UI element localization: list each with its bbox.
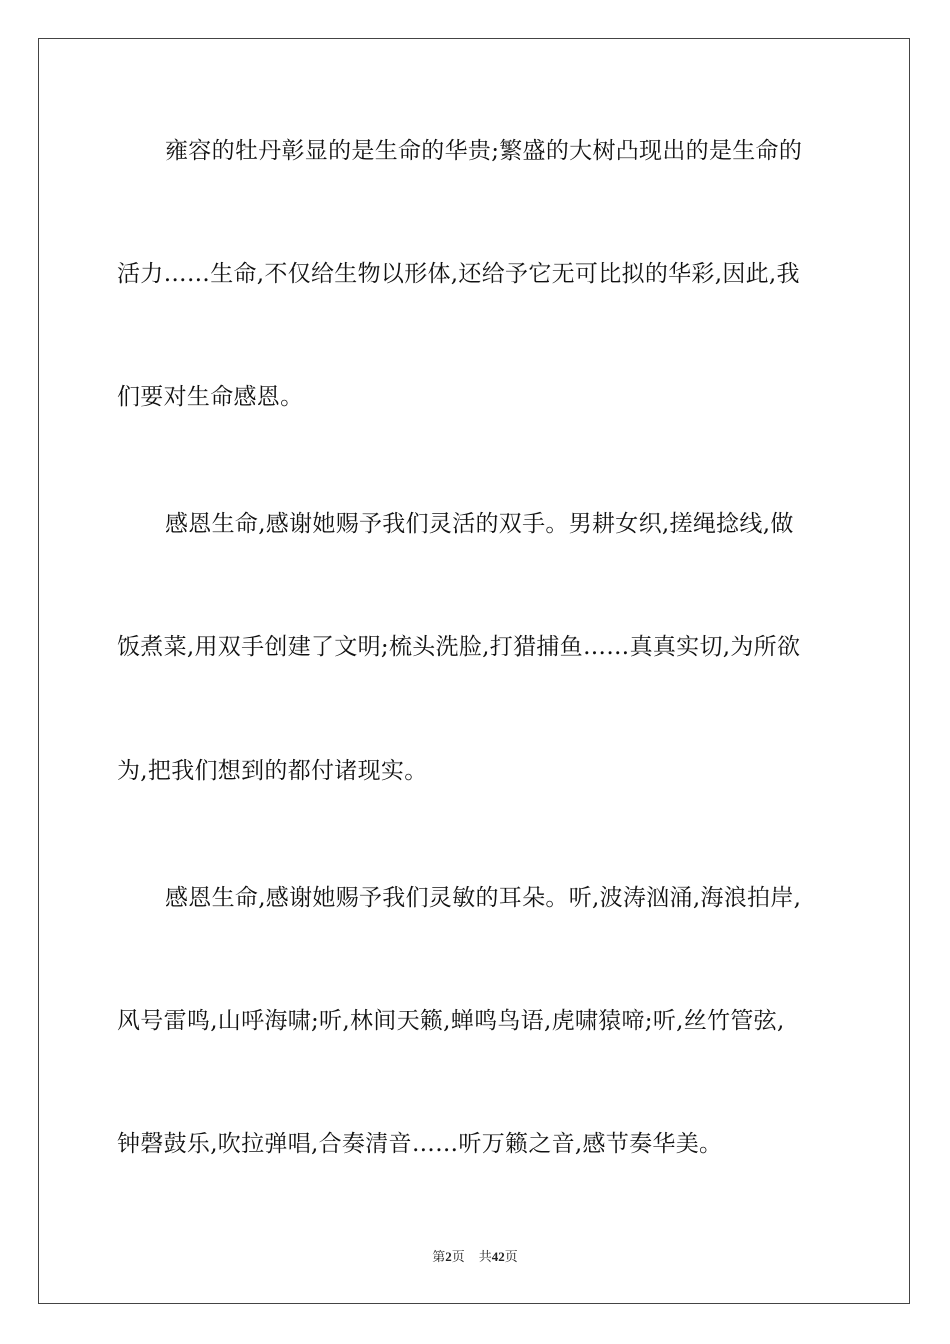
total-suffix: 页	[504, 1250, 518, 1265]
paragraph-2-line-1: 感恩生命,感谢她赐予我们灵活的双手。男耕女织,搓绳捻线,做	[165, 511, 794, 537]
total-pages: 42	[491, 1249, 505, 1264]
paragraph-1-line-3: 们要对生命感恩。	[117, 384, 304, 410]
paragraph-3-line-3: 钟磬鼓乐,吹拉弹唱,合奏清音……听万籁之音,感节奏华美。	[117, 1131, 723, 1157]
total-prefix: 共	[478, 1250, 492, 1265]
paragraph-2-line-2: 饭煮菜,用双手创建了文明;梳头洗脸,打猎捕鱼……真真实切,为所欲	[117, 634, 801, 660]
paragraph-2-line-3: 为,把我们想到的都付诸现实。	[117, 758, 428, 784]
paragraph-3-line-2: 风号雷鸣,山呼海啸;听,林间天籁,蝉鸣鸟语,虎啸猿啼;听,丝竹管弦,	[117, 1008, 785, 1034]
page-border	[38, 38, 910, 1304]
paragraph-3-line-1: 感恩生命,感谢她赐予我们灵敏的耳朵。听,波涛汹涌,海浪拍岸,	[165, 885, 802, 911]
page-prefix: 第	[432, 1250, 446, 1265]
paragraph-1-line-1: 雍容的牡丹彰显的是生命的华贵;繁盛的大树凸现出的是生命的	[165, 138, 803, 164]
paragraph-1-line-2: 活力……生命,不仅给生物以形体,还给予它无可比拟的华彩,因此,我	[117, 261, 800, 287]
page-number: 2	[445, 1249, 452, 1264]
page-footer	[0, 1248, 950, 1267]
page-suffix: 页	[451, 1250, 465, 1265]
